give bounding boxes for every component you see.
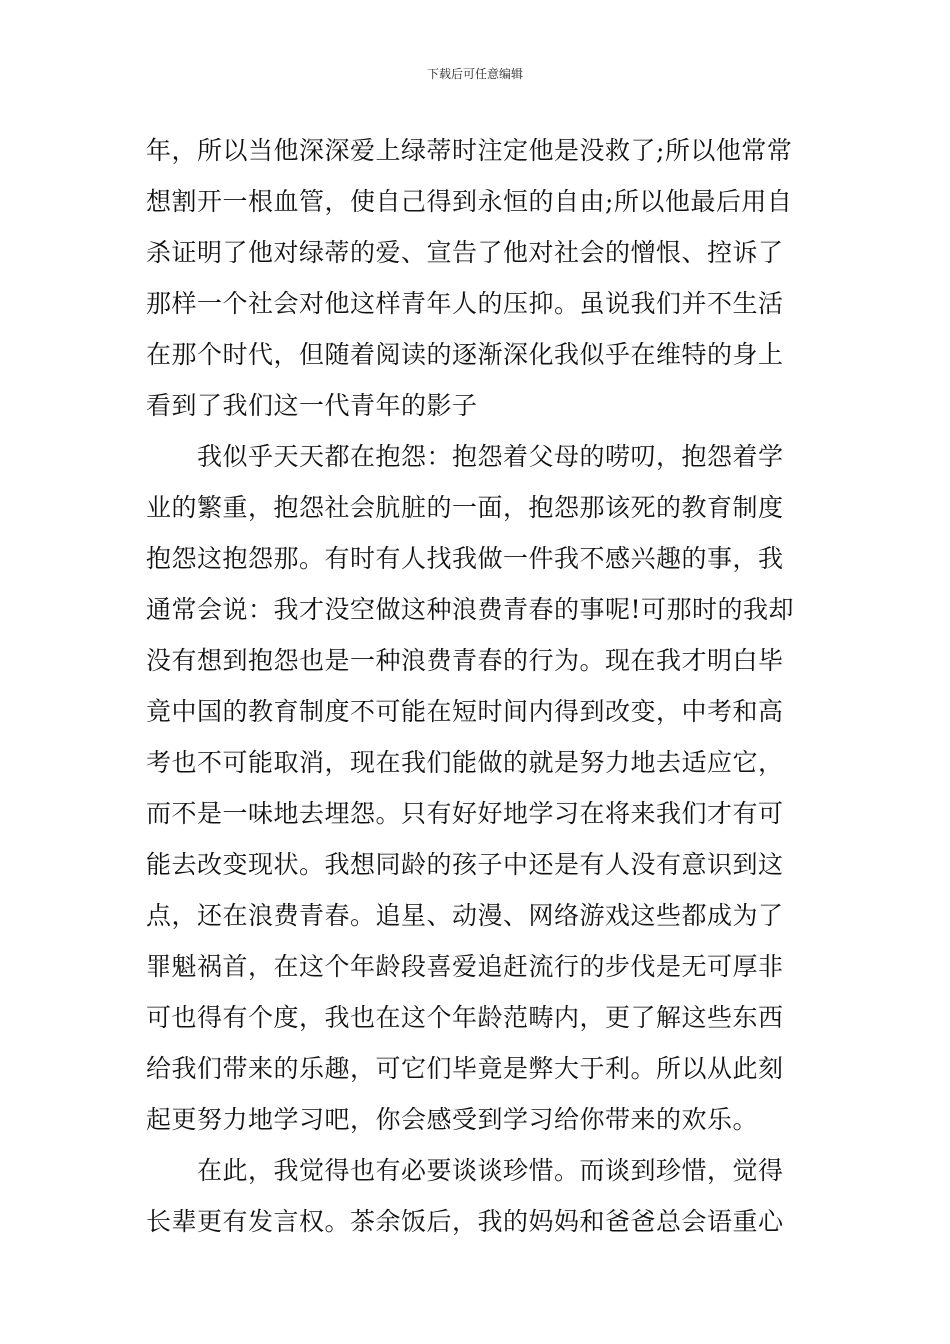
header-text: 下载后可任意编辑: [426, 67, 523, 81]
text-line: 看到了我们这一代青年的影子: [146, 391, 478, 420]
text-line: 那样一个社会对他这样青年人的压抑。虽说我们并不生活: [146, 289, 784, 318]
text-line: 在此，我觉得也有必要谈谈珍惜。而谈到珍惜，觉得: [197, 1156, 784, 1185]
text-line: 想割开一根血管，使自己得到永恒的自由;所以他最后用自: [146, 187, 793, 216]
text-line: 长辈更有发言权。茶余饭后，我的妈妈和爸爸总会语重心: [146, 1207, 784, 1236]
text-line: 抱怨这抱怨那。有时有人找我做一件我不感兴趣的事，我: [146, 544, 784, 573]
text-line: 可也得有个度，我也在这个年龄范畴内，更了解这些东西: [146, 1003, 784, 1032]
paragraph: [146, 1145, 808, 1247]
page-header: [0, 66, 950, 82]
text-line: 业的繁重，抱怨社会肮脏的一面，抱怨那该死的教育制度: [146, 493, 784, 522]
text-line: 在那个时代，但随着阅读的逐渐深化我似乎在维特的身上: [146, 340, 784, 369]
text-line: 没有想到抱怨也是一种浪费青春的行为。现在我才明白毕: [146, 646, 784, 675]
text-line: 点，还在浪费青春。追星、动漫、网络游戏这些都成为了: [146, 901, 784, 930]
text-line: 能去改变现状。我想同龄的孩子中还是有人没有意识到这: [146, 850, 784, 879]
text-line: 年，所以当他深深爱上绿蒂时注定他是没救了;所以他常常: [146, 136, 793, 165]
text-line: 给我们带来的乐趣，可它们毕竟是弊大于利。所以从此刻: [146, 1054, 784, 1083]
text-line: 竟中国的教育制度不可能在短时间内得到改变，中考和高: [146, 697, 784, 726]
document-body: [146, 125, 808, 1247]
text-line: 考也不可能取消，现在我们能做的就是努力地去适应它，: [146, 748, 784, 777]
paragraph: [146, 431, 808, 1145]
paragraph: [146, 125, 808, 431]
text-line: 起更努力地学习吧，你会感受到学习给你带来的欢乐。: [146, 1105, 759, 1134]
text-line: 杀证明了他对绿蒂的爱、宣告了他对社会的憎恨、控诉了: [146, 238, 784, 267]
text-line: 我似乎天天都在抱怨：抱怨着父母的唠叨，抱怨着学: [197, 442, 784, 471]
text-line: 通常会说：我才没空做这种浪费青春的事呢!可那时的我却: [146, 595, 795, 624]
text-line: 罪魁祸首，在这个年龄段喜爱追赶流行的步伐是无可厚非: [146, 952, 784, 981]
text-line: 而不是一味地去埋怨。只有好好地学习在将来我们才有可: [146, 799, 784, 828]
